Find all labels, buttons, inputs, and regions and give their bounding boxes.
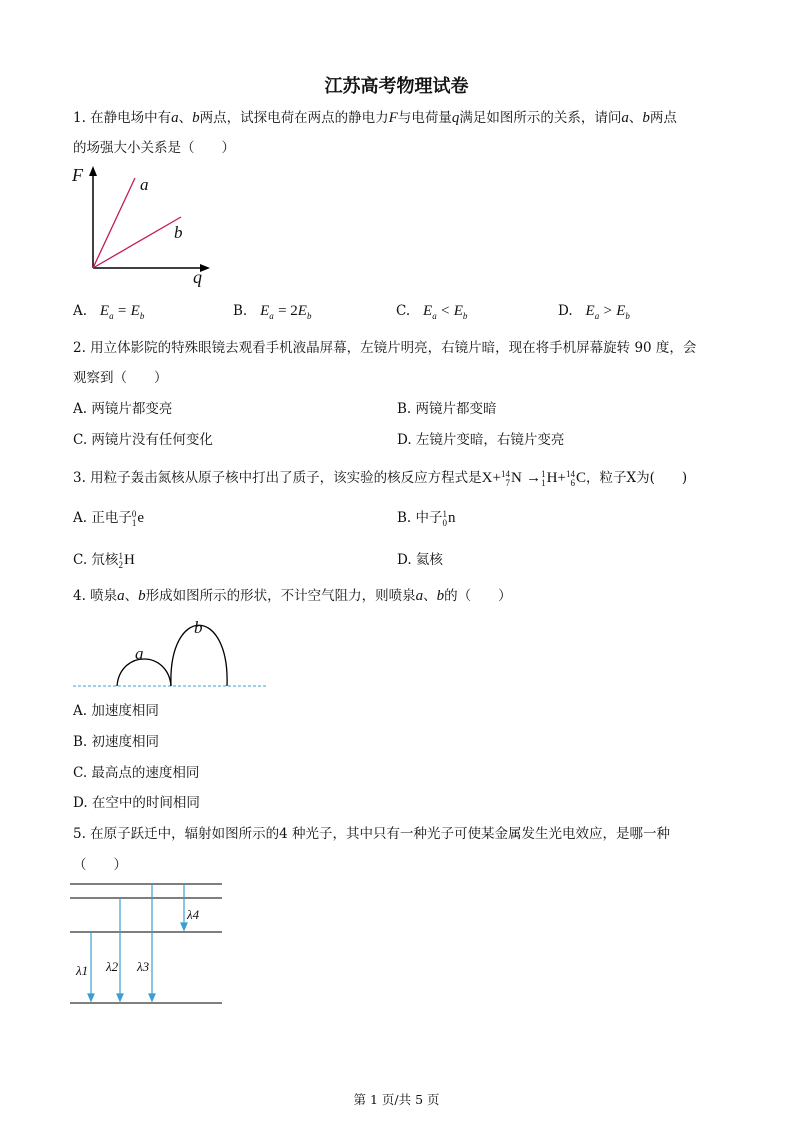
math: a — [109, 310, 114, 321]
arrow-icon — [88, 994, 94, 1001]
atomic-number: 0 — [442, 517, 448, 528]
math: > — [603, 303, 612, 319]
math: E — [130, 303, 140, 319]
var-F: F — [388, 110, 398, 126]
fountain-a-arc — [117, 659, 171, 686]
arrow-icon — [149, 994, 155, 1001]
line-label-b: b — [174, 223, 183, 242]
option-c[interactable]: C. 两镜片没有任何变化 — [73, 432, 213, 448]
option-d[interactable] — [397, 549, 443, 571]
nuclide-C-numbers — [566, 470, 575, 488]
arrow-icon — [117, 994, 123, 1001]
nuclide-H-numbers — [541, 470, 546, 488]
text: A. 正电子 — [73, 510, 132, 526]
lambda-1-label: λ1 — [76, 963, 89, 978]
math: + — [557, 470, 566, 486]
math: H — [546, 470, 558, 486]
text: 、 — [628, 110, 643, 126]
atomic-number: 6 — [570, 477, 575, 488]
text: 两点，试探电荷在两点的静电力 — [199, 110, 389, 126]
text: 4. 喷泉 — [73, 588, 118, 604]
var-b: b — [642, 110, 650, 126]
text: 3. 用粒子轰击氮核从原子核中打出了质子，该实验的核反应方程式是 — [73, 470, 482, 486]
text: ，粒子X为( ) — [585, 470, 688, 486]
option-d[interactable]: D. 在空中的时间相同 — [73, 795, 200, 811]
text: 的（ ） — [444, 588, 512, 604]
f-q-graph — [89, 166, 210, 272]
math: → — [526, 470, 542, 486]
math: = — [117, 303, 127, 319]
line-a — [93, 178, 135, 268]
math: E — [585, 303, 595, 319]
math: X — [481, 470, 493, 486]
text: 两点 — [649, 110, 677, 126]
var-a: a — [621, 110, 629, 126]
mass-number: 1 — [118, 550, 123, 561]
math: b — [306, 310, 312, 321]
math: a — [432, 310, 437, 321]
text: D. 氦核 — [397, 552, 443, 568]
text: 满足如图所示的关系，请问 — [459, 110, 622, 126]
text: 、 — [124, 588, 139, 604]
var-a: a — [415, 588, 424, 604]
option-label: B. — [233, 303, 248, 319]
math: E — [260, 303, 270, 319]
var-a: a — [171, 110, 179, 126]
option-b[interactable] — [397, 507, 456, 529]
question-1-line-2: 的场强大小关系是（ ） — [73, 140, 235, 156]
atomic-number: 1 — [541, 477, 546, 488]
option-c[interactable] — [396, 302, 467, 326]
math: a — [594, 310, 600, 321]
fountain-figure — [73, 625, 268, 686]
math: E — [616, 303, 626, 319]
math: E — [99, 303, 110, 319]
option-label: D. — [558, 303, 573, 319]
math: = 2 — [278, 303, 298, 319]
question-4 — [73, 587, 512, 605]
mass-number: 0 — [131, 508, 137, 519]
math: b — [462, 310, 468, 321]
option-b[interactable]: B. 两镜片都变暗 — [397, 401, 497, 417]
arrow-icon — [181, 923, 187, 930]
energy-level-diagram — [70, 884, 222, 1003]
page-title: 江苏高考物理试卷 — [324, 76, 469, 97]
fountain-label-a: a — [135, 644, 144, 663]
math: n — [448, 510, 456, 526]
lambda-2-label: λ2 — [106, 959, 119, 974]
math: C — [575, 470, 586, 486]
math: E — [297, 303, 307, 319]
mass-number: 14 — [565, 468, 575, 479]
line-label-a: a — [140, 175, 149, 194]
math: < — [440, 303, 450, 319]
mass-number: 1 — [442, 508, 448, 519]
mass-number: 14 — [500, 468, 510, 479]
option-d[interactable] — [558, 302, 630, 326]
lambda-4-label: λ4 — [187, 907, 200, 922]
option-label: A. — [73, 303, 88, 319]
question-3 — [73, 467, 687, 489]
text: 、 — [178, 110, 193, 126]
var-b: b — [192, 110, 200, 126]
text: B. 中子 — [397, 510, 443, 526]
var-a: a — [117, 588, 125, 604]
var-q: q — [451, 110, 460, 126]
text: 1. 在静电场中有 — [73, 110, 172, 126]
option-a[interactable]: A. 两镜片都变亮 — [73, 401, 173, 417]
text: 与电荷量 — [397, 110, 452, 126]
lambda-3-label: λ3 — [137, 959, 150, 974]
math: a — [269, 310, 274, 321]
mass-number: 1 — [541, 468, 546, 479]
text: 形成如图所示的形状，不计空气阻力，则喷泉 — [145, 588, 416, 604]
atomic-number: 7 — [505, 477, 510, 488]
math: E — [453, 303, 463, 319]
atomic-number: 1 — [131, 517, 137, 528]
question-5-line-1: 5. 在原子跃迁中，辐射如图所示的4 种光子，其中只有一种光子可使某金属发生光电效应，是哪一种 — [73, 826, 671, 842]
axis-label-q: q — [193, 267, 202, 287]
nuclide-N-numbers — [501, 470, 510, 488]
question-2-line-1: 2. 用立体影院的特殊眼镜去观看手机液晶屏幕，左镜片明亮，右镜片暗，现在将手机屏幕旋转 90 度，会 — [73, 340, 697, 356]
text: C. 氘核 — [73, 552, 119, 568]
math: H — [123, 552, 135, 568]
fountain-label-b: b — [194, 618, 203, 637]
line-b — [93, 217, 181, 268]
option-a[interactable] — [73, 507, 144, 529]
math: e — [137, 510, 145, 526]
text: 、 — [423, 588, 437, 604]
math: b — [625, 310, 630, 321]
var-b: b — [436, 588, 445, 604]
question-5-line-2: （ ） — [73, 857, 127, 873]
option-a[interactable] — [73, 302, 144, 326]
option-label: C. — [396, 303, 411, 319]
math: b — [139, 310, 145, 321]
math: N — [510, 470, 522, 486]
axis-label-F: F — [72, 165, 83, 185]
question-2-line-2: 观察到（ ） — [73, 370, 168, 386]
math: + — [492, 470, 501, 486]
math: E — [423, 303, 433, 319]
option-a[interactable]: A. 加速度相同 — [73, 703, 159, 719]
var-b: b — [138, 588, 146, 604]
option-c[interactable] — [73, 549, 135, 571]
nuclide-numbers — [132, 510, 137, 528]
page-footer: 第 1 页/共 5 页 — [353, 1092, 440, 1107]
atomic-number: 2 — [118, 559, 123, 570]
option-c[interactable]: C. 最高点的速度相同 — [73, 765, 200, 781]
nuclide-numbers — [118, 552, 123, 570]
option-d[interactable]: D. 左镜片变暗，右镜片变亮 — [397, 432, 565, 448]
option-b[interactable]: B. 初速度相同 — [73, 734, 160, 750]
nuclide-numbers — [443, 510, 448, 528]
option-b[interactable] — [233, 302, 311, 326]
y-axis-arrow-icon — [89, 166, 97, 176]
